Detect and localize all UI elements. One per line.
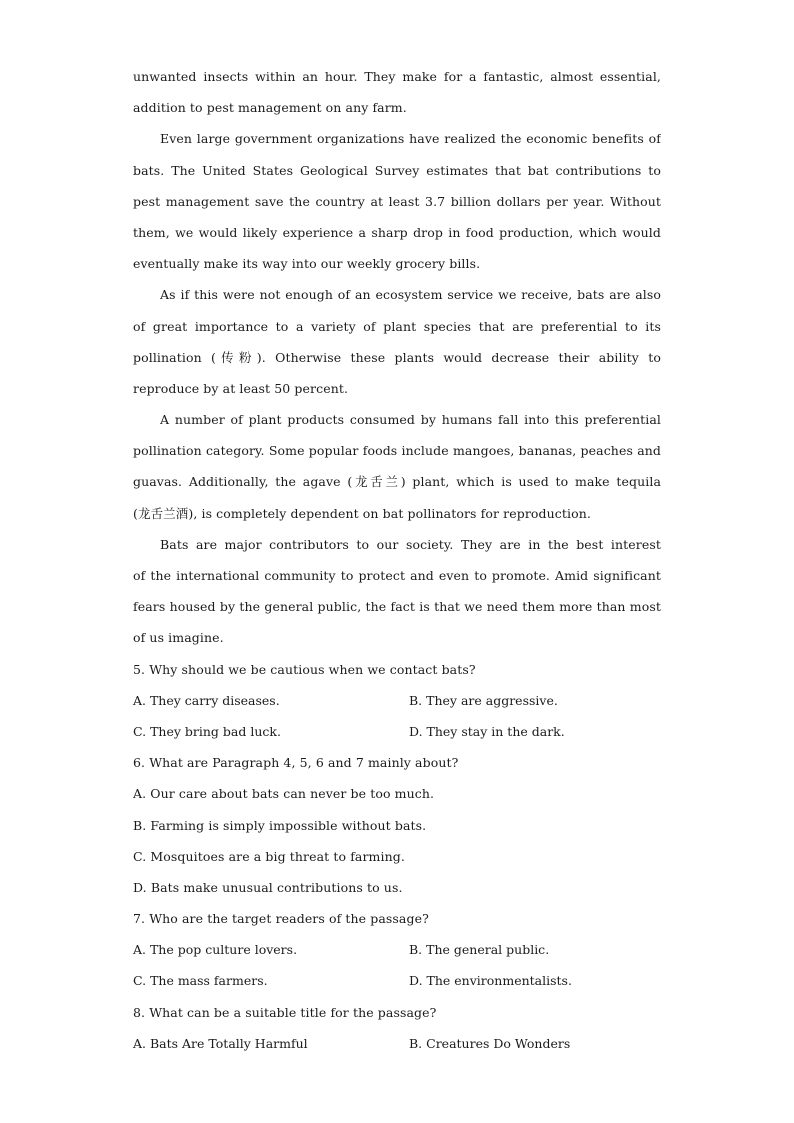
passage-line: eventually make its way into our weekly grocery bills. — [133, 256, 481, 272]
options-row — [133, 685, 661, 716]
passage-line: of us imagine. — [133, 630, 224, 646]
option-b: B. Creatures Do Wonders — [409, 1035, 571, 1051]
option-a: A. The pop culture lovers. — [133, 942, 298, 958]
document-page — [133, 61, 661, 1059]
question-5 — [133, 654, 661, 748]
option-c: C. The mass farmers. — [133, 973, 268, 989]
passage-line: of the international community to protect and even to promote. Amid significant — [133, 568, 661, 583]
passage-line: fears housed by the general public, the fact is that we need them more than most — [133, 599, 661, 615]
options-row — [133, 965, 661, 996]
passage-line: reproduce by at least 50 percent. — [133, 380, 349, 396]
passage-line: guavas. Additionally, the agave (龙舌兰) plant, which is used to make tequila — [133, 474, 661, 490]
options-row — [133, 934, 661, 965]
option-b: B. Farming is simply impossible without bats. — [133, 817, 427, 833]
option-d: D. Bats make unusual contributions to us. — [133, 879, 403, 895]
question-stem: 5. Why should we be cautious when we contact bats? — [133, 661, 476, 677]
option-a: A. They carry diseases. — [133, 692, 280, 708]
option-c: C. They bring bad luck. — [133, 723, 281, 739]
option-c: C. Mosquitoes are a big threat to farming. — [133, 848, 405, 864]
passage-line: bats. The United States Geological Survey estimates that bat contributions to — [133, 162, 661, 178]
passage-line: As if this were not enough of an ecosystem service we receive, bats are also — [160, 287, 661, 303]
option-d: D. They stay in the dark. — [409, 723, 565, 739]
question-stem: 6. What are Paragraph 4, 5, 6 and 7 mainly about? — [133, 755, 459, 771]
question-7 — [133, 903, 661, 997]
passage-line: unwanted insects within an hour. They make for a fantastic, almost essential, — [133, 69, 661, 84]
options-row — [133, 716, 661, 747]
passage-line: pollination (传粉). Otherwise these plants would decrease their ability to — [133, 349, 661, 365]
option-d: D. The environmentalists. — [409, 973, 572, 989]
passage — [133, 61, 661, 654]
passage-line: pollination category. Some popular foods include mangoes, bananas, peaches and — [133, 443, 661, 459]
question-stem: 7. Who are the target readers of the passage? — [133, 911, 429, 927]
passage-line: of great importance to a variety of plant species that are preferential to its — [133, 318, 661, 334]
passage-line: (龙舌兰酒), is completely dependent on bat pollinators for reproduction. — [133, 505, 591, 521]
passage-line: A number of plant products consumed by humans fall into this preferential — [160, 412, 661, 428]
question-stem: 8. What can be a suitable title for the passage? — [133, 1004, 437, 1020]
options-row — [133, 1028, 661, 1059]
option-a: A. Bats Are Totally Harmful — [133, 1035, 308, 1051]
passage-line: them, we would likely experience a sharp drop in food production, which would — [133, 224, 661, 240]
question-8 — [133, 997, 661, 1059]
option-b: B. They are aggressive. — [409, 692, 558, 708]
passage-line: Bats are major contributors to our society. They are in the best interest — [160, 536, 661, 552]
passage-line: Even large government organizations have realized the economic benefits of — [160, 131, 661, 147]
option-a: A. Our care about bats can never be too much. — [133, 786, 435, 802]
passage-line: addition to pest management on any farm. — [133, 100, 407, 116]
passage-line: pest management save the country at least 3.7 billion dollars per year. Without — [133, 193, 661, 209]
option-b: B. The general public. — [409, 942, 550, 958]
question-6 — [133, 747, 661, 903]
